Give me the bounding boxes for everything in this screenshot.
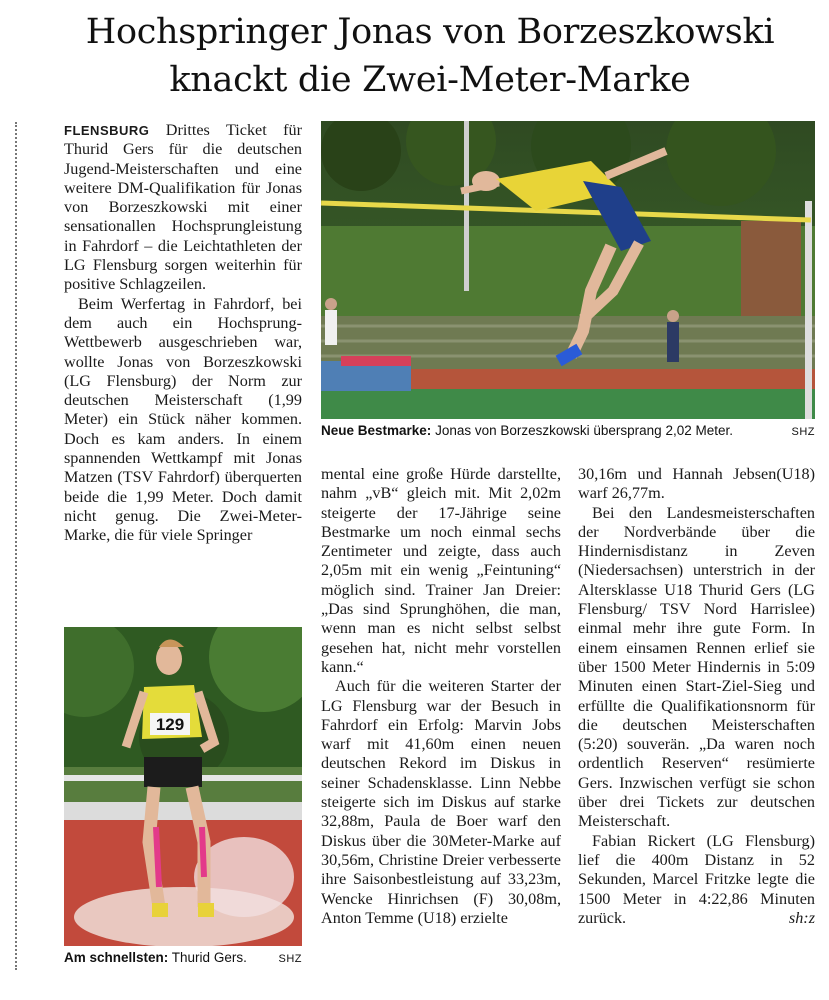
article-paragraph (578, 832, 815, 928)
caption-lead: Am schnellsten: (64, 950, 169, 965)
article-paragraph: Beim Werfertag in Fahrdorf, bei dem auch ein Hochsprung-Wettbewerb ausgeschrieben war, wollte Jonas von Borzeszkowski (LG Flensburg) der Norm zur deutschen Meisterschaft (1,99 Meter) ein Stück näher kommen. Doch es kam anders. In einem spannenden Wettkampf mit Jonas Matzen (TSV Fahrdorf) überquerten beide die 1,99 Meter. Doch damit nicht genug. Die Zwei-Meter-Marke, die für viele Springer (64, 294, 302, 545)
photo-credit: SHZ (278, 953, 302, 965)
paragraph-text: Drittes Ticket für Thurid Gers für die deutschen Jugend-Meisterschaften und eine weitere DM-Qualifikation für Jonas von Borzeszkowski mit einer sensationallen Hochsprungleistung in Fahrdorf – die Leichtathleten der LG Flensburg sorgen weiterhin für positive Schlagzeilen. (64, 121, 303, 294)
photo-credit: SHZ (791, 426, 815, 438)
bib-number: 129 (155, 715, 185, 734)
paragraph-text: Fabian Rickert (LG Flensburg) lief die 400m Distanz in 52 Sekunden, Marcel Fritzke legte die 1500 Meter in 4:22,86 Minuten zurück. (578, 831, 815, 927)
caption-text: Thurid Gers. (171, 950, 247, 965)
article-paragraph: Auch für die weiteren Starter der LG Flensburg war der Besuch in Fahrdorf ein Erfolg: Marvin Jobs warf mit 41,60m einen neuen deutschen Rekord im Diskus in seiner Schadensklasse. Linn Nebbe steigerte sich im Diskus auf starke 32,88m, Paula de Boer warf den Diskus über die 30Meter-Marke auf 30,56m, Christine Dreier verbesserte ihre Saisonbestleistung auf 33,23m, Wencke Hinrichsen (F) 30,08m, Anton Temme (U18) erzielte (321, 677, 561, 927)
article-paragraph: mental eine große Hürde darstellte, nahm „vB“ gleich mit. Mit 2,02m steigerte der 17-Jährige seine Bestmarke um noch einmal sechs Zentimeter und zeigte, dass auch 2,05m mit ein wenig „Feintuning“ möglich sind. Trainer Jan Dreier: „Das sind Sprunghöhen, die man, wenn man es nicht selbst selbst gesehen hat, nicht mehr vorstellen kann.“ (321, 465, 561, 676)
headline-line-2: knackt die Zwei-Meter-Marke (169, 60, 691, 100)
high-jump-photo (321, 121, 815, 419)
column-rule (15, 122, 17, 970)
runner-caption (64, 950, 302, 966)
article-column-1 (64, 121, 302, 546)
article-column-3 (578, 465, 815, 928)
caption-lead: Neue Bestmarke: (321, 423, 432, 438)
runner-photo (64, 627, 302, 946)
caption-text: Jonas von Borzeszkowski übersprang 2,02 Meter. (435, 423, 733, 438)
article-paragraph: Bei den Landesmeisterschaften der Nordverbände über die Hindernisdistanz in Zeven (Niedersachsen) unterstrich in der Altersklasse U18 Thurid Gers (LG Flensburg/ TSV Nord Harrislee) einmal mehr ihre gute Form. In einem einsamen Rennen erlief sie über 1500 Meter Hindernis in 5:09 Minuten einen Start-Ziel-Sieg und erfüllte die Qualifikationsnorm für die deutschen Meisterschaften (5:20) souverän. „Da waren noch ordentlich Reserven“ resümierte Gers. Inzwischen verfügt sie schon über drei Tickets zur deutschen Meisterschaft. (578, 503, 815, 831)
high-jump-caption (321, 423, 815, 439)
signature: sh:z (788, 908, 815, 927)
article-paragraph: 30,16m und Hannah Jebsen(U18) warf 26,77m. (578, 465, 815, 503)
dateline: FLENSBURG (64, 123, 150, 138)
headline-line-1: Hochspringer Jonas von Borzeszkowski (85, 12, 775, 52)
headline (40, 8, 820, 104)
article-column-2 (321, 465, 561, 928)
article-paragraph (64, 121, 302, 295)
